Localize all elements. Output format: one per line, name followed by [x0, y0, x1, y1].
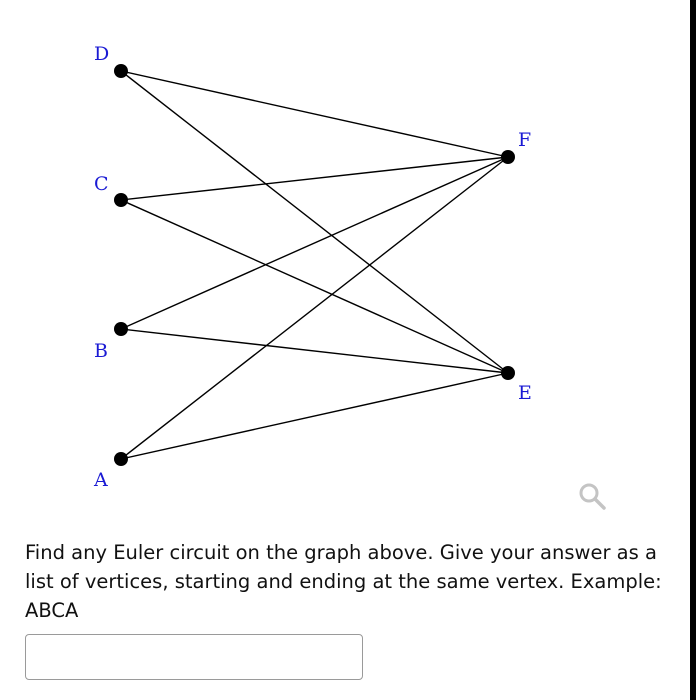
- vertex-b: [114, 322, 128, 336]
- edge-c-e: [121, 200, 508, 373]
- vertex-label-f: F: [518, 129, 532, 151]
- answer-input[interactable]: [25, 634, 363, 680]
- vertex-a: [114, 452, 128, 466]
- graph-labels: [93, 43, 532, 491]
- vertex-e: [501, 366, 515, 380]
- edge-a-e: [121, 373, 508, 459]
- vertex-label-b: B: [94, 340, 108, 362]
- vertex-label-d: D: [94, 43, 110, 65]
- vertex-label-c: C: [94, 173, 109, 195]
- edge-d-f: [121, 71, 508, 157]
- question-text: Find any Euler circuit on the graph above. Give your answer as a list of vertices, starting and ending at the same vertex. Example: ABCA: [25, 541, 662, 622]
- magnifier-icon[interactable]: [577, 481, 607, 511]
- edge-a-f: [121, 157, 508, 459]
- vertex-label-a: A: [94, 469, 108, 491]
- vertex-f: [501, 150, 515, 164]
- graph-edges: [121, 71, 508, 459]
- vertex-c: [114, 193, 128, 207]
- vertex-label-e: E: [518, 382, 532, 404]
- edge-c-f: [121, 157, 508, 200]
- edge-b-f: [121, 157, 508, 329]
- edge-b-e: [121, 329, 508, 373]
- edge-d-e: [121, 71, 508, 373]
- graph-vertices: [114, 64, 515, 466]
- vertex-d: [114, 64, 128, 78]
